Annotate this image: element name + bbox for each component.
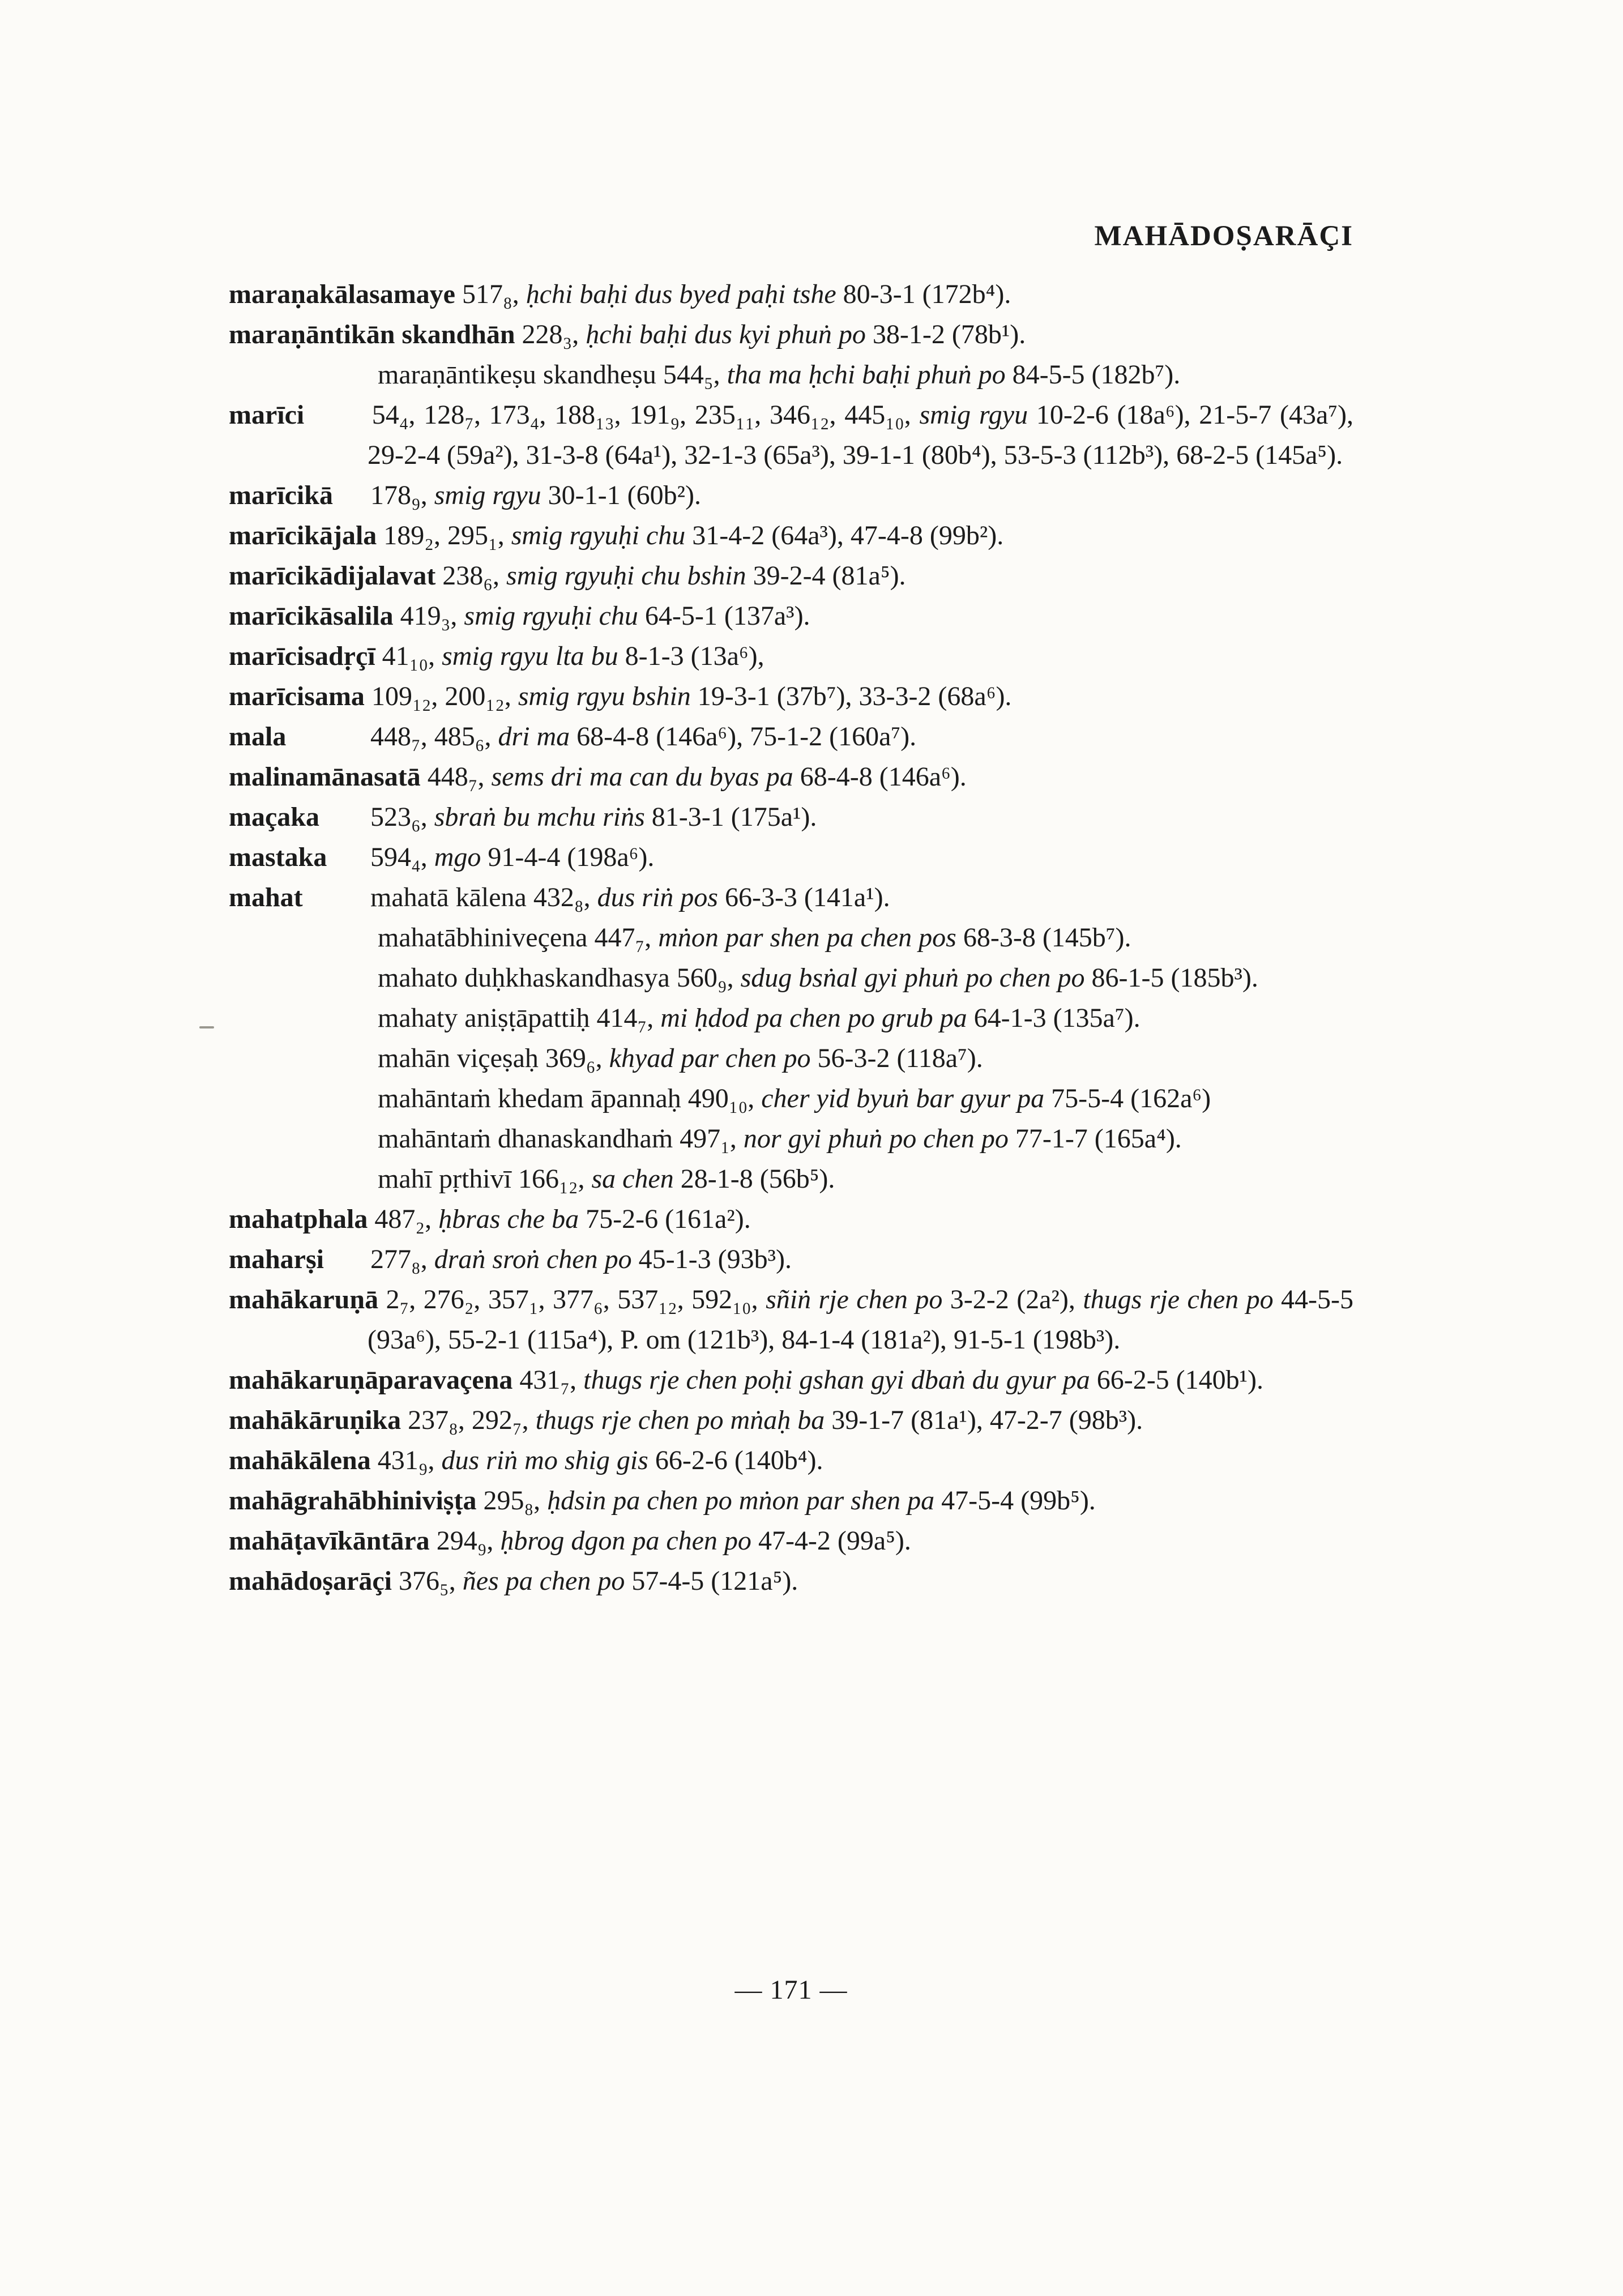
reference-text: 75-2-6 (161a²). [579, 1204, 751, 1234]
tibetan-equivalent: sbraṅ bu mchu riṅs [434, 802, 645, 832]
page-number: — 171 — [734, 1975, 848, 2005]
reference-text: 91-4-4 (198a⁶). [481, 842, 655, 872]
reference-text: 178₉, [364, 480, 434, 510]
reference-text: mahāntaṁ dhanaskandhaṁ 497₁, [378, 1124, 744, 1154]
tibetan-equivalent: cher yid byuṅ bar gyur pa [761, 1083, 1045, 1113]
tibetan-equivalent: sdug bsṅal gyi phuṅ po chen po [740, 963, 1085, 993]
headword: marīcikājala [229, 520, 377, 550]
reference-text: 10-2-6 (18a⁶), 21-5-7 (43a⁷), 29-2-4 (59a²), 31-3-8 (64a¹), 32-1-3 (65a³), 39-1-1 (80b⁴), 53-5-3 (112b³), 68-2-5 (145a⁵). [368, 400, 1354, 470]
headword: mahat [229, 882, 303, 912]
reference-text: 376₅, [392, 1566, 463, 1596]
reference-text: maraṇāntikeṣu skandheṣu 544₅, [378, 360, 727, 390]
tibetan-equivalent: smig rgyu bshin [518, 681, 691, 711]
reference-text: 64-5-1 (137a³). [638, 601, 810, 631]
reference-text: 84-5-5 (182b⁷). [1005, 360, 1181, 390]
reference-text: 487₂, [368, 1204, 439, 1234]
headword: maharṣi [229, 1244, 324, 1274]
index-entry [229, 515, 1353, 556]
index-subentry [229, 958, 1353, 998]
headword: mahākaruṇā [229, 1284, 379, 1315]
tibetan-equivalent: ñes pa chen po [462, 1566, 625, 1596]
index-entry [229, 1279, 1353, 1360]
reference-text: 109₁₂, 200₁₂, [364, 681, 518, 711]
reference-text: mahī pṛthivī 166₁₂, [378, 1164, 592, 1194]
running-header: MAHĀDOṢARĀÇI [1094, 220, 1353, 252]
tibetan-equivalent: ḥbrog dgon pa chen po [500, 1526, 751, 1556]
headword: maraṇāntikān skandhān [229, 319, 515, 349]
headword: mahāṭavīkāntāra [229, 1526, 430, 1556]
scan-artifact-dash [199, 1026, 214, 1028]
reference-text: 237₈, 292₇, [401, 1405, 536, 1435]
headword: mastaka [229, 842, 327, 872]
headword: mahādoṣarāçi [229, 1566, 392, 1596]
reference-text: mahatā kālena 432₈, [364, 882, 597, 912]
reference-text: mahatābhiniveçena 447₇, [378, 923, 659, 953]
headword: mahākālena [229, 1445, 371, 1475]
tibetan-equivalent: thugs rje chen po mṅaḥ ba [535, 1405, 825, 1435]
index-entry [229, 1199, 1353, 1239]
index-entry [229, 676, 1353, 716]
reference-text: 68-3-8 (145b⁷). [956, 923, 1131, 953]
index-entry [229, 395, 1353, 475]
tibetan-equivalent: dus riṅ pos [597, 882, 718, 912]
index-entry [229, 1521, 1353, 1561]
index-subentry [229, 1078, 1353, 1119]
headword: maraṇakālasamaye [229, 279, 455, 309]
index-entries [229, 274, 1353, 1601]
index-subentry [229, 355, 1353, 395]
reference-text: 31-4-2 (64a³), 47-4-8 (99b²). [685, 520, 1004, 550]
reference-text: 448₇, 485₆, [364, 722, 498, 752]
reference-text: mahaty aniṣṭāpattiḥ 414₇, [378, 1003, 661, 1033]
reference-text: 81-3-1 (175a¹). [644, 802, 817, 832]
tibetan-equivalent: smig rgyuḥi chu [511, 520, 686, 550]
reference-text: 86-1-5 (185b³). [1084, 963, 1258, 993]
reference-text: 228₃, [515, 319, 586, 349]
reference-text: 66-2-5 (140b¹). [1090, 1365, 1264, 1395]
headword: mala [229, 722, 287, 752]
tibetan-equivalent: thugs rje chen po [1083, 1284, 1274, 1315]
headword: marīcisadṛçī [229, 641, 375, 671]
index-entry [229, 797, 1353, 837]
tibetan-equivalent: ḥchi baḥi dus byed paḥi tshe [526, 279, 836, 309]
reference-text: 448₇, [420, 762, 492, 792]
index-entry [229, 596, 1353, 636]
index-entry [229, 1561, 1353, 1601]
reference-text: 39-2-4 (81a⁵). [746, 561, 906, 591]
reference-text: 39-1-7 (81a¹), 47-2-7 (98b³). [825, 1405, 1143, 1435]
headword: marīcikā [229, 480, 333, 510]
reference-text: 295₈, [476, 1486, 548, 1516]
index-entry [229, 837, 1353, 877]
headword: marīcisama [229, 681, 365, 711]
reference-text: 523₆, [364, 802, 434, 832]
tibetan-equivalent: tha ma ḥchi baḥi phuṅ po [727, 360, 1006, 390]
reference-text: 66-3-3 (141a¹). [717, 882, 890, 912]
index-entry [229, 1400, 1353, 1440]
index-entry [229, 556, 1353, 596]
headword: mahatphala [229, 1204, 368, 1234]
headword: mahākaruṇāparavaçena [229, 1365, 513, 1395]
tibetan-equivalent: smig rgyu [919, 400, 1028, 430]
tibetan-equivalent: smig rgyu [434, 480, 541, 510]
reference-text: mahāntaṁ khedam āpannaḥ 490₁₀, [378, 1083, 762, 1113]
headword: maçaka [229, 802, 319, 832]
tibetan-equivalent: nor gyi phuṅ po chen po [743, 1124, 1009, 1154]
reference-text: 419₃, [393, 601, 464, 631]
reference-text: 64-1-3 (135a⁷). [967, 1003, 1141, 1033]
reference-text: 28-1-8 (56b⁵). [673, 1164, 835, 1194]
tibetan-equivalent: mṅon par shen pa chen pos [658, 923, 956, 953]
reference-text: 45-1-3 (93b³). [631, 1244, 792, 1274]
reference-text: 431₇, [512, 1365, 584, 1395]
index-entry [229, 757, 1353, 797]
index-entry [229, 636, 1353, 676]
tibetan-equivalent: ḥchi baḥi dus kyi phuṅ po [586, 319, 866, 349]
reference-text: 294₉, [429, 1526, 501, 1556]
headword: marīci [229, 400, 305, 430]
tibetan-equivalent: smig rgyuḥi chu [464, 601, 638, 631]
reference-text: 238₆, [435, 561, 507, 591]
reference-text: 189₂, 295₁, [377, 520, 511, 550]
reference-text: 30-1-1 (60b²). [541, 480, 701, 510]
reference-text: 68-4-8 (146a⁶). [793, 762, 967, 792]
tibetan-equivalent: dus riṅ mo shig gis [441, 1445, 648, 1475]
tibetan-equivalent: mi ḥdod pa chen po grub pa [660, 1003, 967, 1033]
tibetan-equivalent: ḥdsin pa chen po mṅon par shen pa [547, 1486, 935, 1516]
reference-text: 41₁₀, [375, 641, 442, 671]
index-subentry [229, 1119, 1353, 1159]
tibetan-equivalent: ḥbras che ba [438, 1204, 579, 1234]
reference-text: 8-1-3 (13a⁶), [618, 641, 764, 671]
headword: mahākāruṇika [229, 1405, 402, 1435]
tibetan-equivalent: smig rgyu lta bu [442, 641, 618, 671]
reference-text: 19-3-1 (37b⁷), 33-3-2 (68a⁶). [690, 681, 1012, 711]
index-entry [229, 274, 1353, 314]
reference-text: mahān viçeṣaḥ 369₆, [378, 1043, 609, 1073]
tibetan-equivalent: thugs rje chen poḥi gshan gyi dbaṅ du gyur pa [583, 1365, 1090, 1395]
reference-text: 80-3-1 (172b⁴). [836, 279, 1011, 309]
index-entry [229, 716, 1353, 757]
headword: marīcikāsalila [229, 601, 394, 631]
headword: malinamānasatā [229, 762, 421, 792]
headword: marīcikādijalavat [229, 561, 436, 591]
reference-text: 47-5-4 (99b⁵). [934, 1486, 1096, 1516]
reference-text: 75-5-4 (162a⁶) [1044, 1083, 1211, 1113]
reference-text: 38-1-2 (78b¹). [865, 319, 1026, 349]
reference-text: 66-2-6 (140b⁴). [648, 1445, 823, 1475]
reference-text: 431₉, [370, 1445, 442, 1475]
reference-text: 68-4-8 (146a⁶), 75-1-2 (160a⁷). [570, 722, 917, 752]
reference-text: 47-4-2 (99a⁵). [751, 1526, 911, 1556]
reference-text: 594₄, [364, 842, 434, 872]
index-subentry [229, 998, 1353, 1038]
reference-text: mahato duḥkhaskandhasya 560₉, [378, 963, 741, 993]
tibetan-equivalent: mgo [434, 842, 481, 872]
reference-text: 77-1-7 (165a⁴). [1008, 1124, 1182, 1154]
index-entry [229, 1360, 1353, 1400]
tibetan-equivalent: smig rgyuḥi chu bshin [506, 561, 746, 591]
headword: mahāgrahābhiniviṣṭa [229, 1486, 477, 1516]
index-subentry [229, 917, 1353, 958]
reference-text: 56-3-2 (118a⁷). [810, 1043, 983, 1073]
reference-text: 277₈, [364, 1244, 434, 1274]
index-entry [229, 877, 1353, 917]
reference-text: 54₄, 128₇, 173₄, 188₁₃, 191₉, 235₁₁, 346₁₂, 445₁₀, [364, 400, 920, 430]
index-entry [229, 475, 1353, 515]
tibetan-equivalent: sems dri ma can du byas pa [491, 762, 793, 792]
tibetan-equivalent: dri ma [498, 722, 570, 752]
reference-text: 2₇, 276₂, 357₁, 377₆, 537₁₂, 592₁₀, [378, 1284, 766, 1315]
reference-text: 517₈, [455, 279, 526, 309]
reference-text: 44-5-5 (93a⁶), 55-2-1 (115a⁴), P. om (121b³), 84-1-4 (181a²), 91-5-1 (198b³). [368, 1284, 1354, 1355]
index-entry [229, 1480, 1353, 1521]
index-subentry [229, 1038, 1353, 1078]
tibetan-equivalent: sa chen [591, 1164, 674, 1194]
tibetan-equivalent: khyad par chen po [609, 1043, 811, 1073]
index-subentry [229, 1159, 1353, 1199]
tibetan-equivalent: sñiṅ rje chen po [766, 1284, 943, 1315]
index-entry [229, 1440, 1353, 1480]
index-entry [229, 314, 1353, 355]
reference-text: 3-2-2 (2a²), [942, 1284, 1083, 1315]
index-entry [229, 1239, 1353, 1279]
tibetan-equivalent: draṅ sroṅ chen po [434, 1244, 632, 1274]
reference-text: 57-4-5 (121a⁵). [625, 1566, 798, 1596]
